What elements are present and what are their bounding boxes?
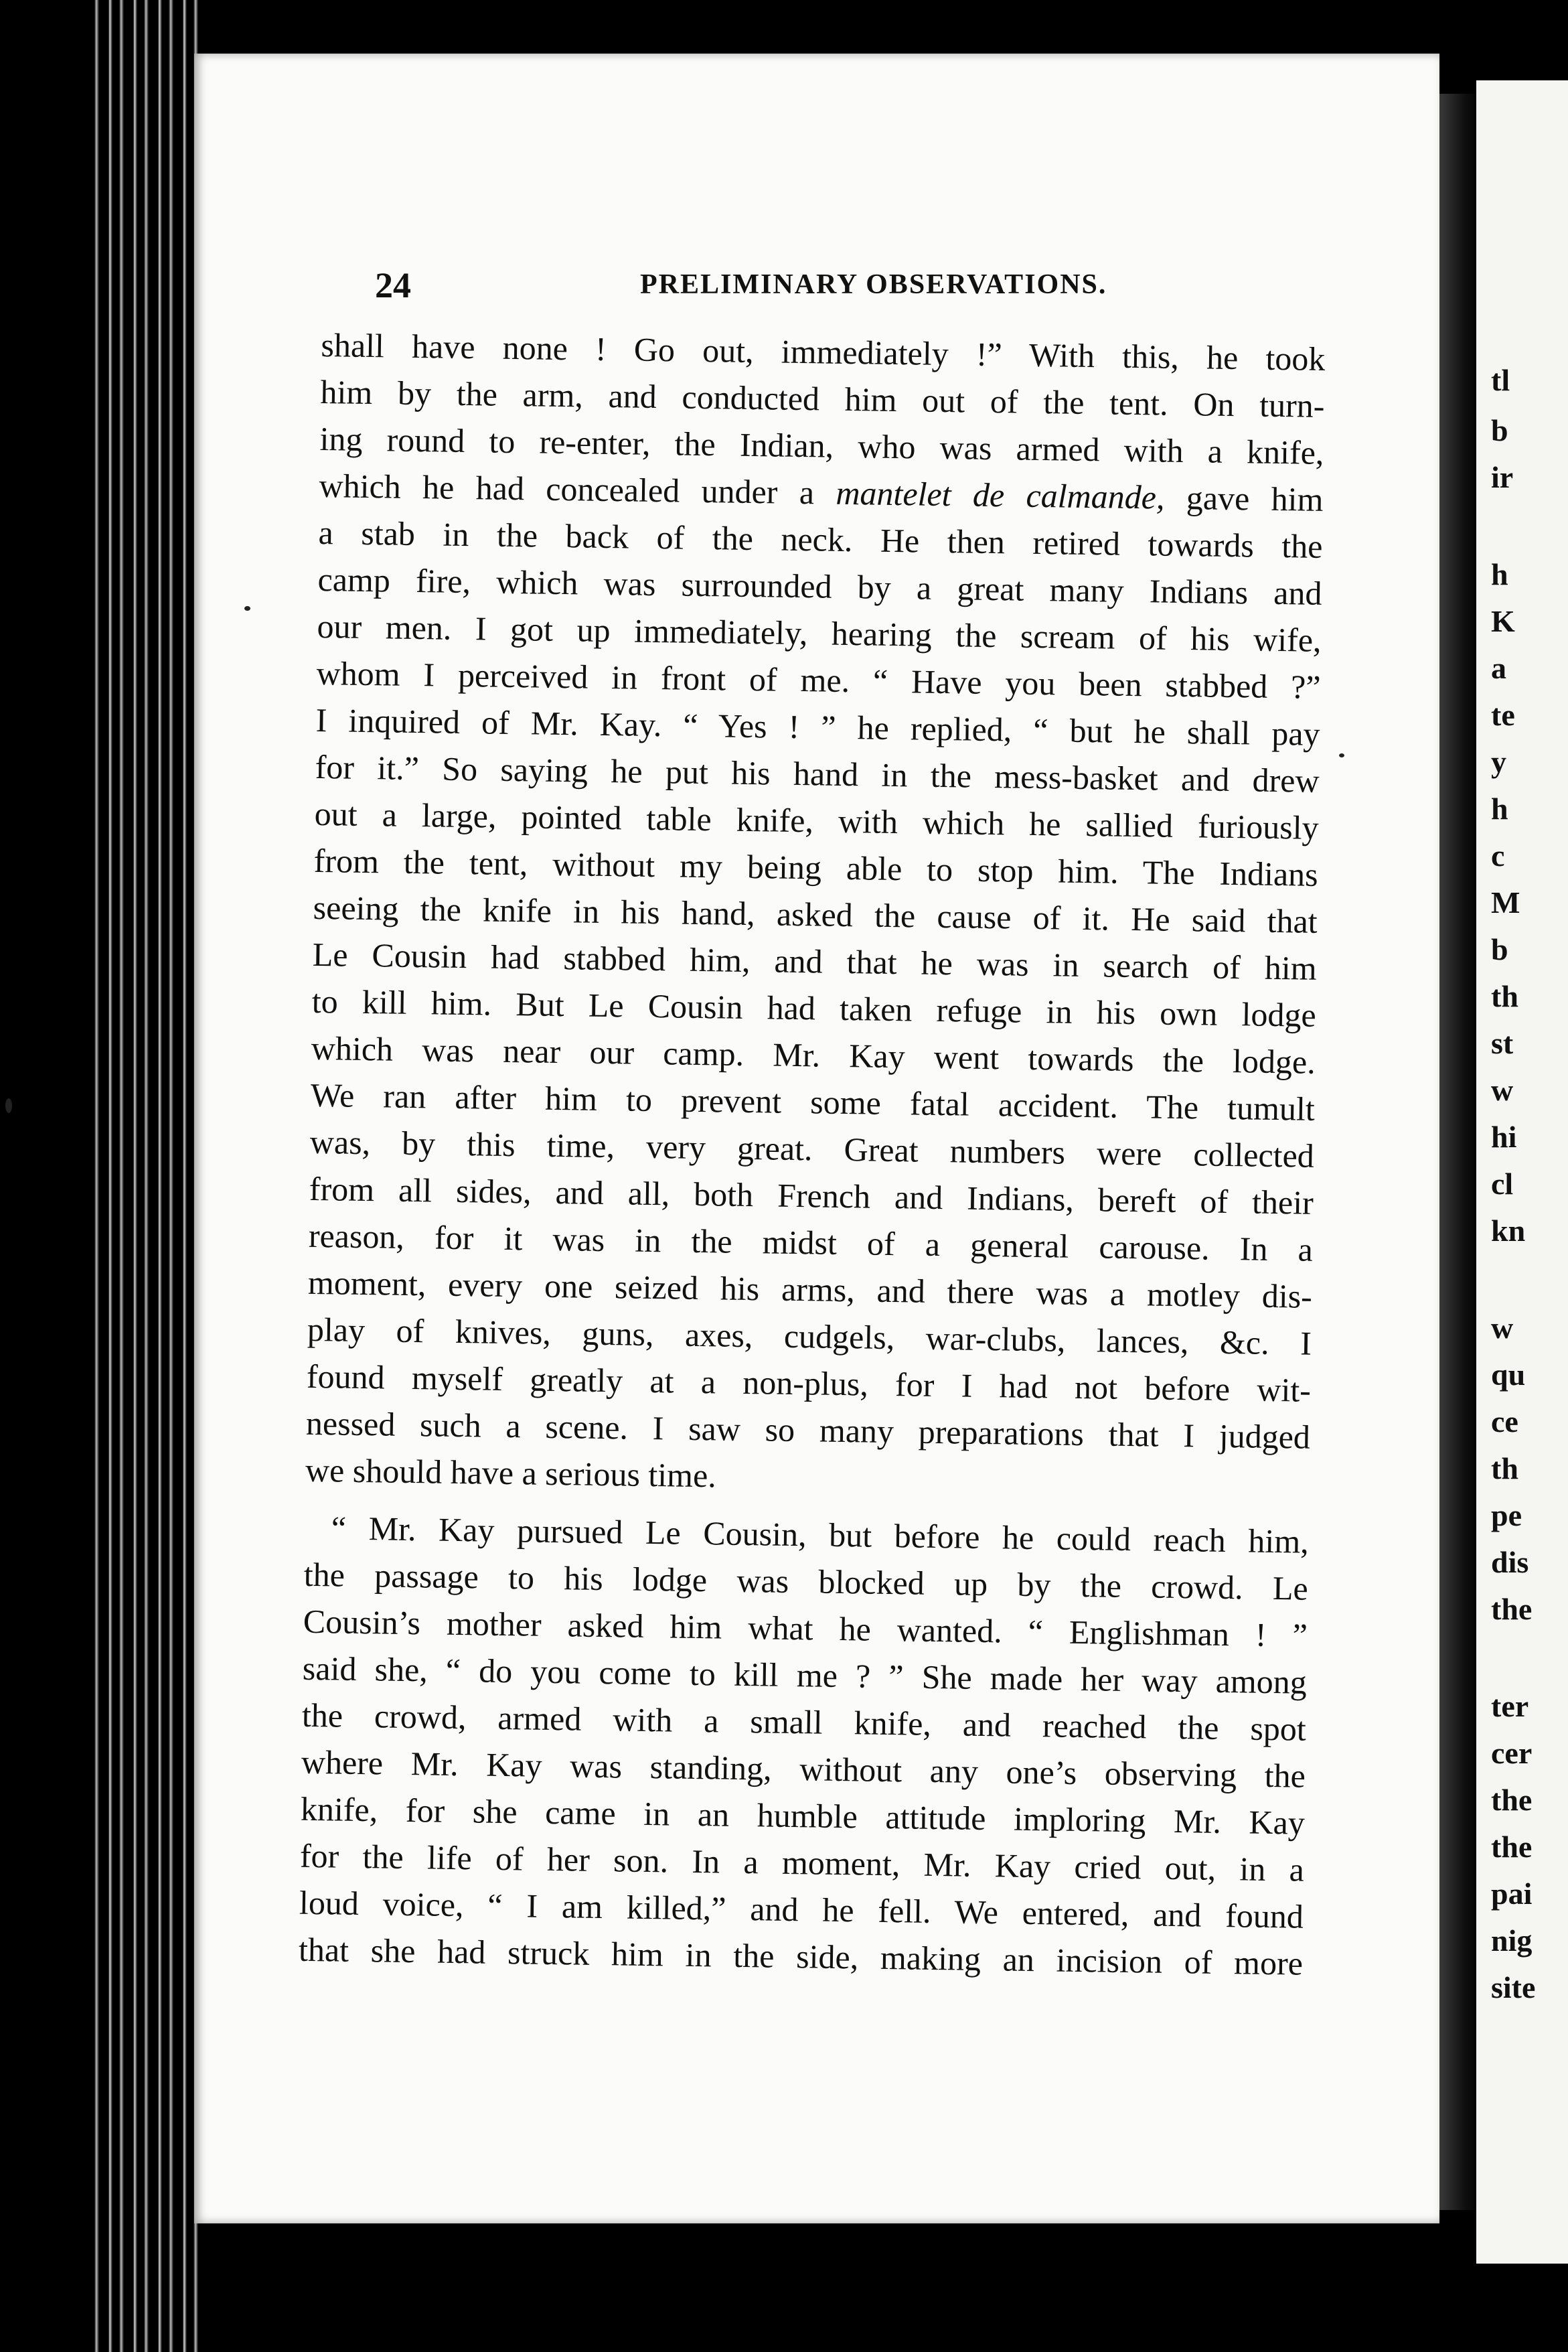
text-line: Le Cousin had stabbed him, and that he was in search of him — [312, 935, 1318, 987]
text-line: out a large, pointed table knife, with which he sallied furiously — [314, 794, 1319, 847]
text-line: we should have a serious time. — [305, 1451, 717, 1495]
facing-fragment: M — [1491, 885, 1520, 920]
facing-fragment: te — [1491, 698, 1515, 732]
facing-fragment: the — [1491, 1783, 1533, 1817]
text-line: loud voice, “ I am killed,” and he fell. We entered, and found — [299, 1883, 1304, 1935]
text-line: camp fire, which was surrounded by a great many Indians and — [317, 560, 1322, 612]
page-header — [375, 265, 1379, 305]
text-line: “ Mr. Kay pursued Le Cousin, but before he could reach him, — [331, 1509, 1310, 1560]
facing-fragment: K — [1491, 604, 1515, 638]
facing-fragment: th — [1491, 1451, 1518, 1485]
text-line: whom I perceived in front of me. “ Have you been stabbed ?” — [316, 654, 1321, 706]
facing-fragment: qu — [1491, 1357, 1526, 1392]
text-line: seeing the knife in his hand, asked the cause of it. He said that — [313, 888, 1318, 940]
facing-fragment: the — [1491, 1830, 1533, 1864]
text-line: I inquired of Mr. Kay. “ Yes ! ” he replied, “ but he shall pay — [315, 701, 1320, 753]
scan-speck — [5, 1098, 12, 1113]
running-head: PRELIMINARY OBSERVATIONS. — [640, 269, 1107, 300]
facing-fragment: y — [1491, 745, 1506, 779]
text-line: from the tent, without my being able to stop him. The Indians — [313, 841, 1319, 893]
facing-fragment: ir — [1491, 460, 1514, 494]
text-line: where Mr. Kay was standing, without any one’s observing the — [301, 1743, 1306, 1795]
body-text — [299, 321, 1326, 1987]
text-line: for the life of her son. In a moment, Mr. Kay cried out, in a — [299, 1836, 1305, 1889]
text-line: knife, for she came in an humble attitude imploring Mr. Kay — [300, 1789, 1306, 1842]
text-line: shall have none ! Go out, immediately !” With this, he took — [321, 325, 1326, 378]
text-line: for it.” So saying he put his hand in the mess-basket and drew — [315, 747, 1320, 800]
facing-fragment: th — [1491, 979, 1518, 1013]
facing-fragment: kn — [1491, 1214, 1526, 1248]
text-line: reason, for it was in the midst of a general carouse. In a — [308, 1216, 1314, 1268]
text-line: said she, “ do you come to kill me ? ” She made her way among — [302, 1649, 1308, 1701]
text-line: Cousin’s mother asked him what he wanted. “ Englishman ! ” — [303, 1602, 1308, 1654]
text-line: moment, every one seized his arms, and there was a motley dis- — [307, 1263, 1313, 1315]
facing-fragment: nig — [1491, 1923, 1533, 1958]
facing-fragment: ce — [1491, 1404, 1518, 1439]
facing-fragment: w — [1491, 1073, 1514, 1107]
text-run: gave him — [1164, 478, 1324, 518]
text-line: found myself greatly at a non-plus, for I had not before wit- — [306, 1357, 1312, 1409]
facing-fragment: h — [1491, 792, 1508, 826]
text-run: which he had concealed under a — [319, 466, 836, 512]
text-line: play of knives, guns, axes, cudgels, war-clubs, lances, &c. I — [307, 1310, 1312, 1362]
scan-speck — [1339, 753, 1344, 757]
facing-fragment: ter — [1491, 1689, 1529, 1723]
italic-phrase: mantelet de calmande, — [836, 473, 1165, 516]
facing-fragment: cer — [1491, 1736, 1533, 1770]
facing-fragment: site — [1491, 1970, 1536, 2004]
scan-speck — [244, 606, 250, 611]
facing-fragment: w — [1491, 1311, 1514, 1345]
text-line: our men. I got up immediately, hearing the scream of his wife, — [317, 607, 1322, 659]
facing-fragment: st — [1491, 1026, 1514, 1060]
page-number: 24 — [375, 265, 411, 305]
facing-fragment: cl — [1491, 1167, 1514, 1201]
facing-fragment: the — [1491, 1592, 1533, 1626]
facing-fragment: h — [1491, 557, 1508, 591]
text-line: was, by this time, very great. Great numbers were collected — [309, 1122, 1315, 1175]
facing-fragment: b — [1491, 413, 1508, 447]
text-line: We ran after him to prevent some fatal accident. The tumult — [310, 1076, 1316, 1128]
text-line: him by the arm, and conducted him out of the tent. On turn- — [320, 372, 1325, 425]
text-line: from all sides, and all, both French and Indians, bereft of their — [309, 1169, 1314, 1222]
facing-fragment: a — [1491, 651, 1506, 685]
text-line: which was near our camp. Mr. Kay went towards the lodge. — [311, 1029, 1316, 1081]
facing-fragment: b — [1491, 932, 1508, 966]
text-line: the passage to his lodge was blocked up by the crowd. Le — [303, 1555, 1309, 1607]
facing-fragment: pai — [1491, 1877, 1533, 1911]
facing-fragment: hi — [1491, 1120, 1517, 1154]
page-gutter — [1439, 94, 1480, 2210]
text-line: that she had struck him in the side, making an incision of more — [298, 1930, 1304, 1982]
facing-page — [1476, 80, 1568, 2264]
scan-background — [0, 0, 94, 2352]
facing-fragment: c — [1491, 838, 1505, 873]
facing-fragment: tl — [1491, 363, 1510, 397]
text-line: the crowd, armed with a small knife, and reached the spot — [301, 1696, 1307, 1748]
text-line: to kill him. But Le Cousin had taken refuge in his own lodge — [311, 982, 1317, 1034]
facing-fragment: pe — [1491, 1498, 1522, 1532]
text-line: a stab in the back of the neck. He then retired towards the — [318, 513, 1323, 565]
facing-fragment: dis — [1491, 1545, 1529, 1579]
text-line: nessed such a scene. I saw so many preparations that I judged — [305, 1404, 1311, 1456]
text-line: ing round to re-enter, the Indian, who was armed with a knife, — [319, 419, 1324, 471]
